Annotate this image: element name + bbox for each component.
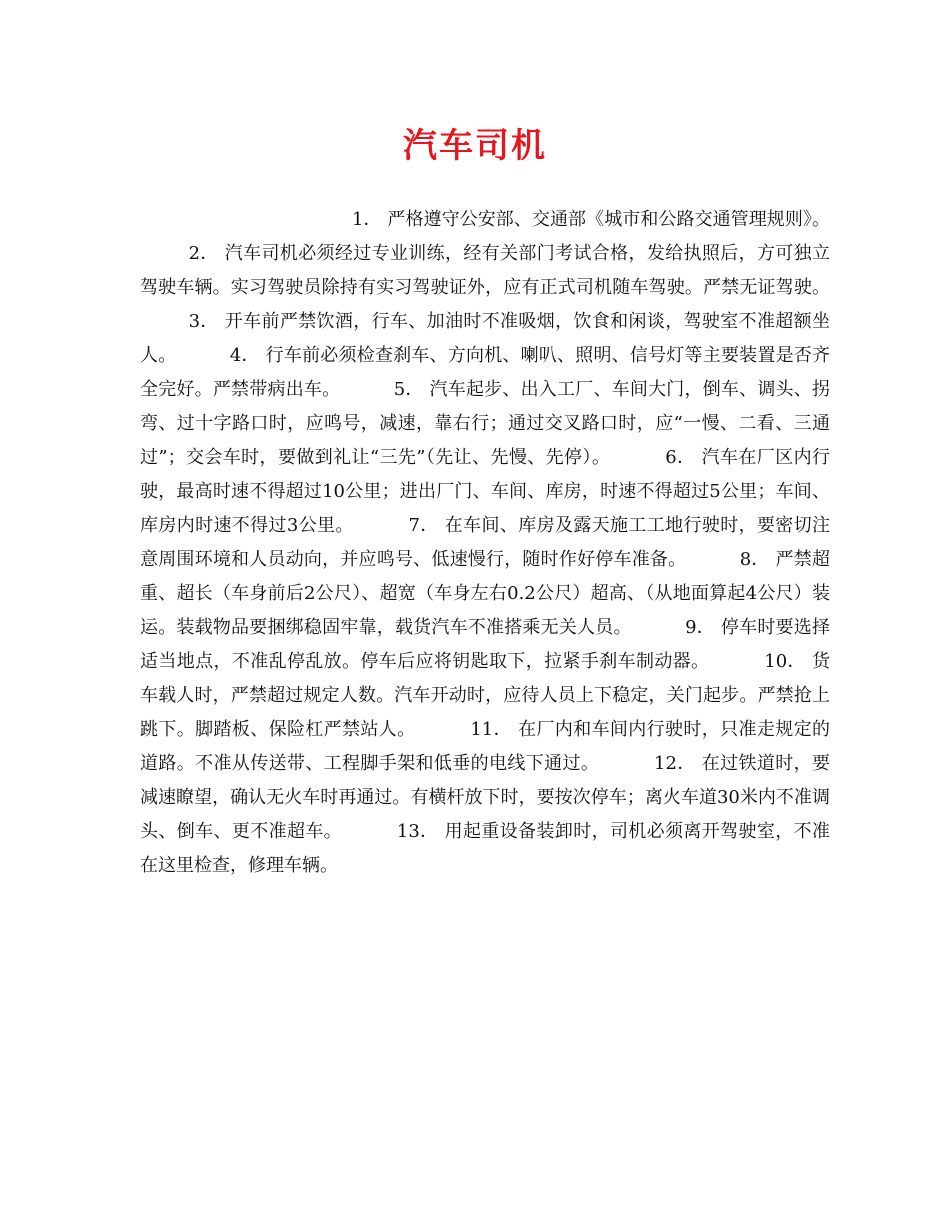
rule-9: 9． 停车时要选择适当地点，不准乱停乱放。停车后应将钥匙取下，拉紧手刹车制动器。 — [140, 617, 830, 672]
document-title: 汽车司机 — [403, 126, 547, 166]
rule-2: 2． 汽车司机必须经过专业训练，经有关部门考试合格，发给执照后，方可独立驾驶车辆。实习驾驶员除持有实习驾驶证外，应有正式司机随车驾驶。严禁无证驾驶。 — [140, 243, 830, 298]
rule-7: 7． 在车间、库房及露天施工工地行驶时，要密切注意周围环境和人员动向，并应鸣号、低速慢行，随时作好停车准备。 — [140, 515, 831, 570]
rule-8: 8． 严禁超重、超长（车身前后2公尺）、超宽（车身左右0.2公尺）超高、（从地面算起4公尺）装运。装载物品要捆绑稳固牢靠，载货汽车不准搭乘无关人员。 — [140, 549, 830, 638]
rule-3: 3． 开车前严禁饮酒，行车、加油时不准吸烟，饮食和闲谈，驾驶室不准超额坐人。 — [140, 311, 830, 366]
rule-12: 12． 在过铁道时，要减速瞭望，确认无火车时再通过。有横杆放下时，要按次停车；离火车道30米内不准调头、倒车、更不准超车。 — [140, 753, 830, 842]
document-body — [140, 203, 830, 883]
rule-5: 5． 汽车起步、出入工厂、车间大门，倒车、调头、拐弯、过十字路口时，应鸣号，减速，靠右行；通过交叉路口时，应“一慢、二看、三通过”；交会车时，要做到礼让“三先”（先让、先慢、先停）。 — [140, 379, 830, 468]
rule-11: 11． 在厂内和车间内行驶时，只准走规定的道路。不准从传送带、工程脚手架和低垂的电线下通过。 — [140, 719, 830, 774]
rule-4: 4． 行车前必须检查刹车、方向机、喇叭、照明、信号灯等主要装置是否齐全完好。严禁带病出车。 — [140, 345, 830, 400]
rule-13: 13． 用起重设备装卸时，司机必须离开驾驶室，不准在这里检查，修理车辆。 — [140, 821, 830, 876]
rule-10: 10． 货车载人时，严禁超过规定人数。汽车开动时，应待人员上下稳定，关门起步。严禁抢上跳下。脚踏板、保险杠严禁站人。 — [140, 651, 830, 740]
rule-6: 6． 汽车在厂区内行驶，最高时速不得超过10公里；进出厂门、车间、库房，时速不得超过5公里；车间、库房内时速不得过3公里。 — [140, 447, 830, 536]
rule-1: 1． 严格遵守公安部、交通部《城市和公路交通管理规则》。 — [352, 209, 830, 230]
